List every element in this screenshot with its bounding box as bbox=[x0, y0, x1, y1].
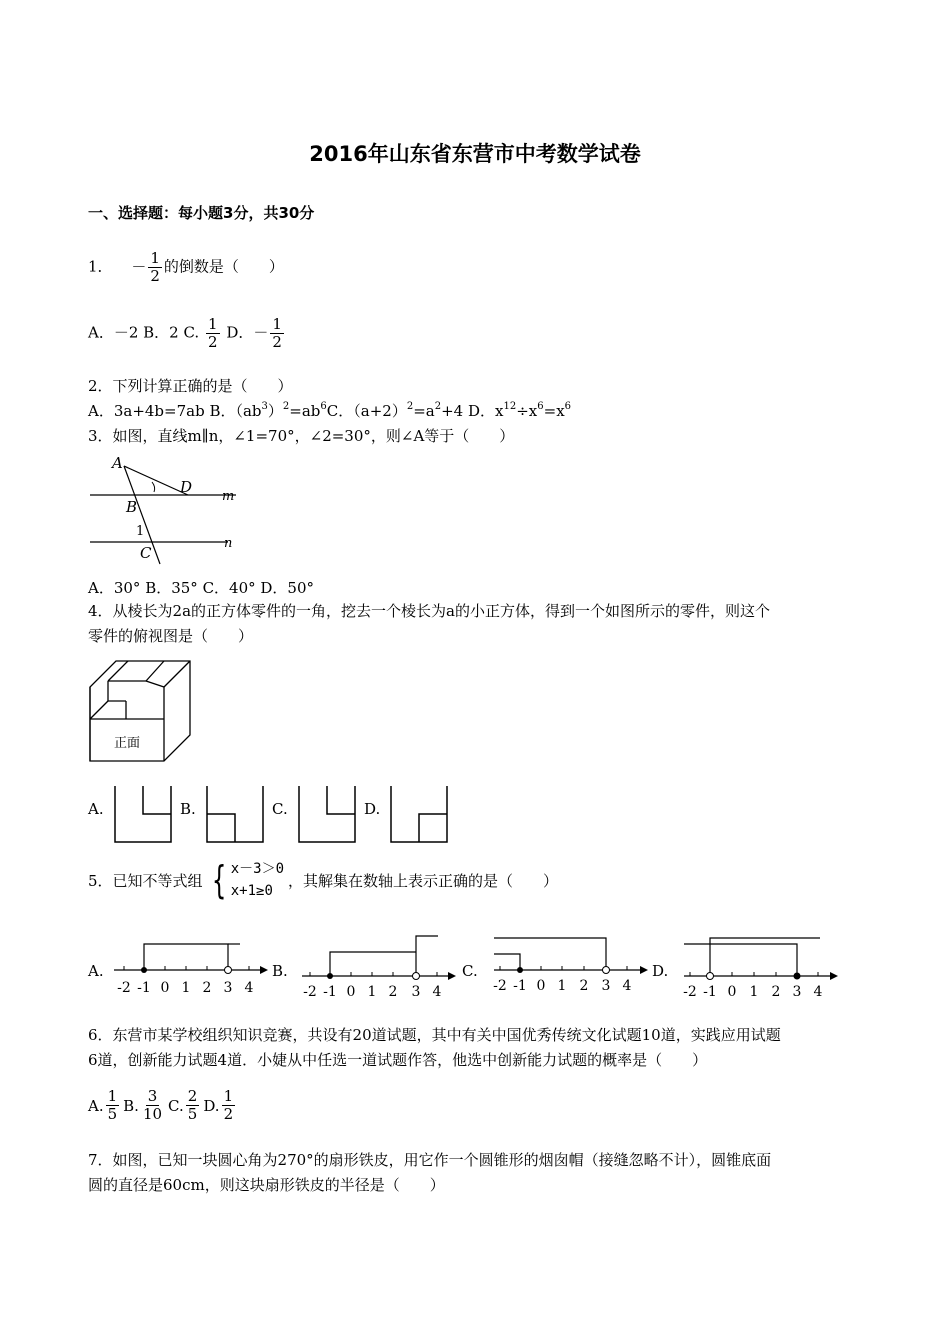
front-label: 正面 bbox=[114, 736, 141, 751]
numberline-b bbox=[298, 930, 458, 1000]
tick-label: -2 bbox=[117, 980, 131, 996]
question-4-line2: 零件的俯视图是（ ） bbox=[88, 627, 254, 645]
q6-options: A. $\frac{1}{5}$ B. $\frac{3}{10}$ C. $\frac{2}{5}$ D. $\frac{1}{2}$ bbox=[88, 1087, 234, 1123]
q5-option-a: A. bbox=[88, 962, 104, 980]
q3-options: A．30° B．35° C．40° D．50° bbox=[88, 579, 315, 597]
q4-view-d bbox=[389, 784, 451, 846]
tick-label: -1 bbox=[703, 984, 717, 1000]
tick-label: 0 bbox=[727, 984, 737, 1000]
q4-view-c bbox=[297, 784, 359, 846]
q4-option-a: A. bbox=[88, 800, 104, 818]
q4-option-c: C. bbox=[272, 800, 288, 818]
q4-view-a bbox=[113, 784, 175, 846]
section-heading: 一、选择题：每小题3分，共30分 bbox=[88, 204, 315, 222]
label-m: m bbox=[222, 489, 235, 504]
inequality-2: x+1≥0 bbox=[230, 883, 273, 899]
label-a: A bbox=[112, 454, 123, 472]
question-6-line1: 6．东营市某学校组织知识竞赛，共设有20道试题，其中有关中国优秀传统文化试题10道，实践应用试题 bbox=[88, 1026, 781, 1044]
numberline-c bbox=[490, 930, 650, 1000]
tick-label: -1 bbox=[513, 978, 527, 994]
tick-label: 1 bbox=[557, 978, 567, 994]
q4-option-d: D. bbox=[364, 800, 381, 818]
tick-label: 2 bbox=[388, 984, 398, 1000]
q1-sign: － bbox=[131, 257, 147, 276]
question-2: 2．下列计算正确的是（ ） bbox=[88, 377, 293, 395]
tick-label: 4 bbox=[244, 980, 254, 996]
tick-label: -2 bbox=[683, 984, 697, 1000]
question-7-line1: 7．如图，已知一块圆心角为270°的扇形铁皮，用它作一个圆锥形的烟囱帽（接缝忽略不计），圆锥底面 bbox=[88, 1151, 772, 1169]
q5-option-d: D. bbox=[652, 962, 669, 980]
tick-label: 0 bbox=[346, 984, 356, 1000]
q5-option-b: B. bbox=[272, 962, 288, 980]
tick-label: 4 bbox=[622, 978, 632, 994]
tick-label: 3 bbox=[411, 984, 421, 1000]
page-title: 2016年山东省东营市中考数学试卷 bbox=[309, 142, 641, 166]
tick-label: 2 bbox=[202, 980, 212, 996]
question-6-line2: 6道，创新能力试题4道．小婕从中任选一道试题作答，他选中创新能力试题的概率是（ ） bbox=[88, 1051, 708, 1069]
label-angle-1: 1 bbox=[136, 524, 145, 539]
label-c: C bbox=[140, 544, 152, 562]
question-7-line2: 圆的直径是60cm，则这块扇形铁皮的半径是（ ） bbox=[88, 1176, 445, 1194]
q4-solid-figure bbox=[86, 657, 196, 767]
tick-label: -2 bbox=[493, 978, 507, 994]
q1-text: 的倒数是（ ） bbox=[163, 257, 284, 276]
q3-figure bbox=[88, 452, 248, 570]
q1-options: A．－2 B．2 C. $\frac{1}{2}$ D．－ $\frac{1}{2}$ bbox=[88, 315, 282, 351]
tick-label: 1 bbox=[749, 984, 759, 1000]
tick-label: 3 bbox=[792, 984, 802, 1000]
inequality-system: { x－3＞0 x+1≥0 bbox=[211, 858, 285, 902]
q1-fraction: $\frac{1}{2}$ bbox=[150, 249, 160, 285]
question-4-line1: 4．从棱长为2a的正方体零件的一角，挖去一个棱长为a的小正方体，得到一个如图所示的零件，则这个 bbox=[88, 602, 770, 620]
tick-label: 2 bbox=[579, 978, 589, 994]
question-3: 3．如图，直线m∥n，∠1=70°，∠2=30°，则∠A等于（ ） bbox=[88, 427, 515, 445]
inequality-1: x－3＞0 bbox=[230, 861, 285, 877]
q4-view-b bbox=[205, 784, 267, 846]
q2-options: A．3a+4b=7ab B．$(ab^3)^2=ab^6C$．$(a+2)^2=a^2+4$ D．$x^{12}\div x^6=x^6$ bbox=[88, 401, 572, 420]
numberline-d bbox=[680, 930, 845, 1000]
tick-label: -2 bbox=[303, 984, 317, 1000]
label-d: D bbox=[180, 478, 193, 496]
tick-label: 0 bbox=[536, 978, 546, 994]
tick-label: -1 bbox=[137, 980, 151, 996]
tick-label: -1 bbox=[323, 984, 337, 1000]
tick-label: 3 bbox=[223, 980, 233, 996]
tick-label: 3 bbox=[601, 978, 611, 994]
tick-label: 4 bbox=[432, 984, 442, 1000]
q1-number: 1． bbox=[88, 257, 113, 276]
numberline-a bbox=[110, 930, 270, 1000]
tick-label: 1 bbox=[181, 980, 191, 996]
question-5: 5．已知不等式组 { x－3＞0 x+1≥0 ，其解集在数轴上表示正确的是（ ） bbox=[88, 858, 559, 902]
tick-label: 2 bbox=[771, 984, 781, 1000]
q5-option-c: C. bbox=[462, 962, 478, 980]
tick-label: 4 bbox=[813, 984, 823, 1000]
label-b: B bbox=[126, 498, 138, 516]
q4-option-b: B. bbox=[180, 800, 196, 818]
question-1 bbox=[88, 250, 284, 285]
label-n: n bbox=[224, 536, 233, 551]
tick-label: 1 bbox=[367, 984, 377, 1000]
tick-label: 0 bbox=[160, 980, 170, 996]
